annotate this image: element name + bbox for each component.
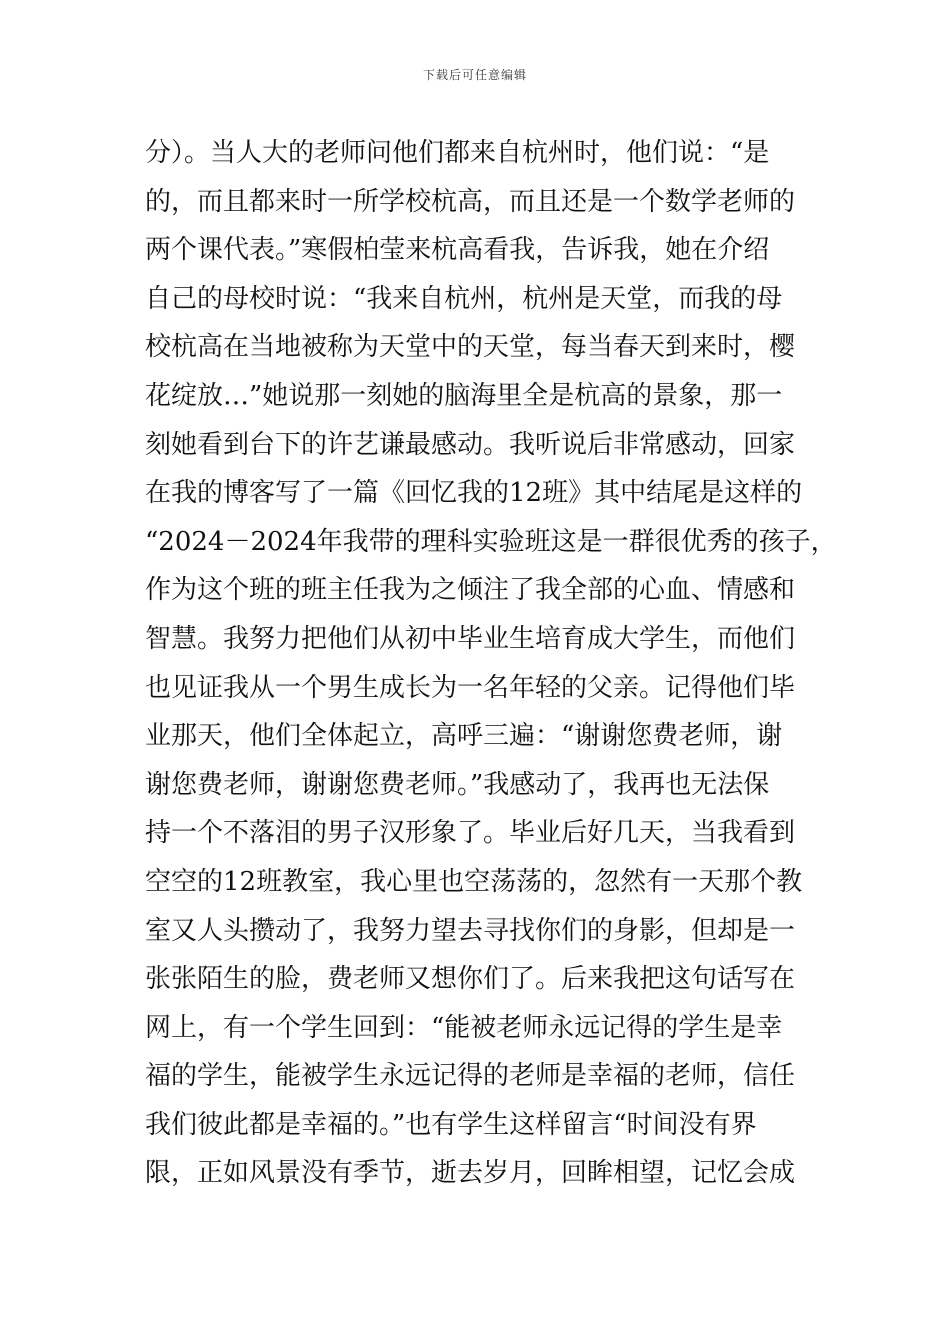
text-line: 限，正如风景没有季节，逝去岁月，回眸相望，记忆会成 (145, 1158, 796, 1189)
text-line: 智慧。我努力把他们从初中毕业生培育成大学生，而他们 (145, 623, 796, 654)
body-paragraph (145, 129, 837, 1198)
text-line: 室又人头攒动了，我努力望去寻找你们的身影，但却是一 (145, 915, 796, 946)
text-line: 校杭高在当地被称为天堂中的天堂，每当春天到来时，樱 (145, 332, 796, 363)
text-line: 刻她看到台下的许艺谦最感动。我听说后非常感动，回家 (145, 429, 796, 460)
text-line: 谢您费老师，谢谢您费老师。”我感动了，我再也无法保 (145, 769, 770, 800)
text-line: 两个课代表。”寒假柏莹来杭高看我，告诉我，她在介绍 (145, 235, 770, 266)
text-line: 张张陌生的脸，费老师又想你们了。后来我把这句话写在 (145, 964, 796, 995)
text-line: 花绽放…”她说那一刻她的脑海里全是杭高的景象，那一 (145, 380, 783, 411)
text-line: 空空的12班教室，我心里也空荡荡的，忽然有一天那个教 (145, 866, 803, 897)
text-line: 在我的博客写了一篇《回忆我的12班》其中结尾是这样的 (145, 478, 803, 509)
text-line: 业那天，他们全体起立，高呼三遍：“谢谢您费老师，谢 (145, 721, 783, 752)
text-line: 福的学生，能被学生永远记得的老师是幸福的老师，信任 (145, 1061, 796, 1092)
text-line: 分）。当人大的老师问他们都来自杭州时，他们说：“是 (145, 138, 770, 168)
text-line: 我们彼此都是幸福的。”也有学生这样留言“时间没有界 (145, 1109, 757, 1140)
text-line: “2024－2024年我带的理科实验班这是一群很优秀的孩子， (145, 526, 837, 557)
text-line: 自己的母校时说：“我来自杭州，杭州是天堂，而我的母 (145, 283, 783, 314)
text-line: 的，而且都来时一所学校杭高，而且还是一个数学老师的 (145, 186, 796, 217)
text-line: 持一个不落泪的男子汉形象了。毕业后好几天，当我看到 (145, 818, 796, 849)
text-line: 也见证我从一个男生成长为一名年轻的父亲。记得他们毕 (145, 672, 796, 703)
text-line: 作为这个班的班主任我为之倾注了我全部的心血、情感和 (145, 575, 796, 606)
text-line: 网上，有一个学生回到：“能被老师永远记得的学生是幸 (145, 1012, 783, 1043)
page-header: 下载后可任意编辑 (422, 68, 527, 82)
